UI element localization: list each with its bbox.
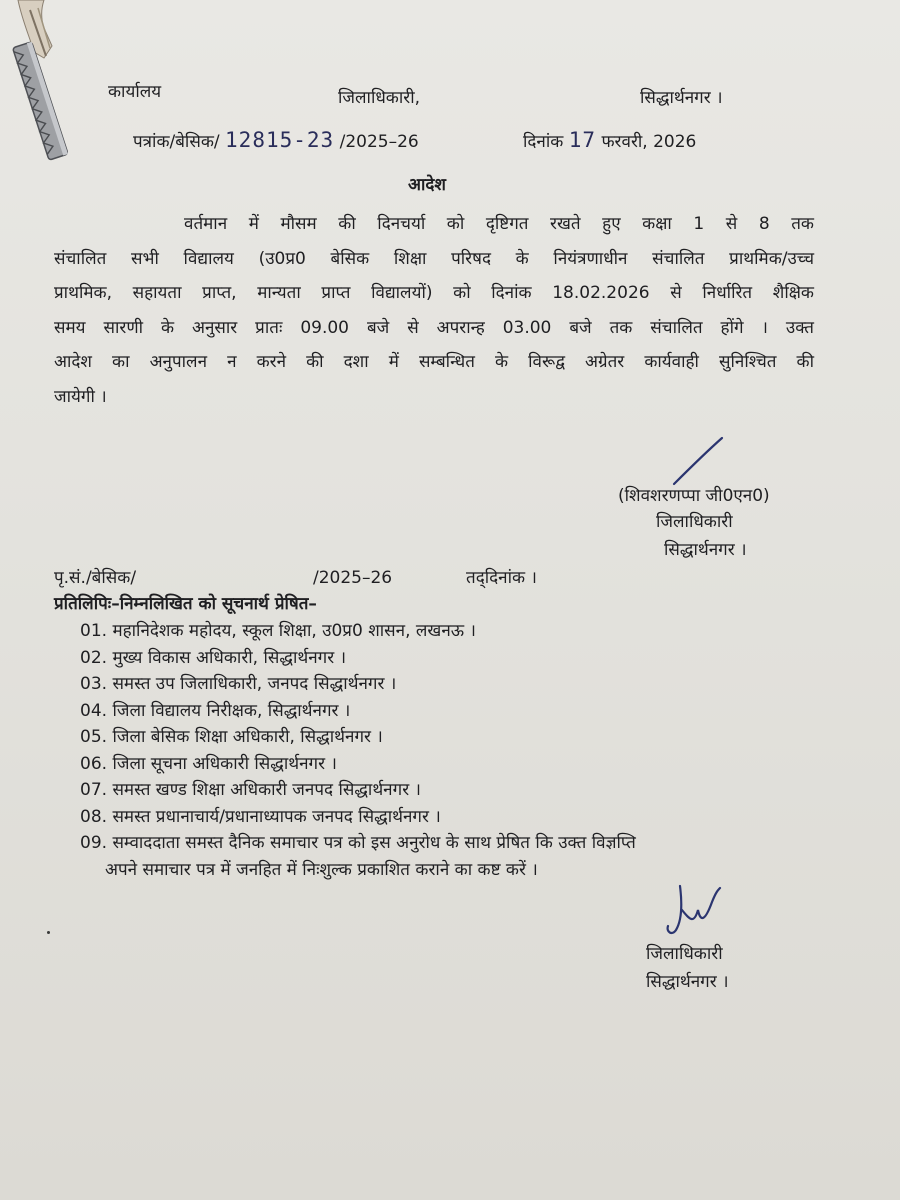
signature-stroke	[668, 432, 738, 492]
copy-ref-suffix: /2025–26	[313, 568, 393, 588]
authority-label: जिलाधिकारी,	[338, 88, 421, 108]
reference-line	[133, 128, 419, 154]
list-item: 05. जिला बेसिक शिक्षा अधिकारी, सिद्धार्थनगर ।	[80, 727, 383, 747]
binder-clip-icon	[0, 0, 110, 170]
list-item: 04. जिला विद्यालय निरीक्षक, सिद्धार्थनगर ।	[80, 700, 351, 721]
order-line: वर्तमान में मौसम की दिनचर्या को दृष्टिगत रखते हुए कक्षा 1 से 8 तक	[184, 214, 814, 234]
list-item: 09. सम्वाददाता समस्त दैनिक समाचार पत्र को इस अनुरोध के साथ प्रेषित कि उक्त विज्ञप्ति	[80, 833, 636, 853]
signatory-designation: जिलाधिकारी	[656, 512, 733, 532]
order-line: प्राथमिक, सहायता प्राप्त, मान्यता प्राप्त विद्यालयों) को दिनांक 18.02.2026 से निर्धारित शैक्षिक	[54, 283, 814, 303]
date-line	[523, 128, 696, 154]
list-item: 03. समस्त उप जिलाधिकारी, जनपद सिद्धार्थनगर ।	[80, 674, 397, 694]
list-item: 01. महानिदेशक महोदय, स्कूल शिक्षा, उ0प्र0 शासन, लखनऊ ।	[80, 621, 476, 641]
list-item: 08. समस्त प्रधानाचार्य/प्रधानाध्यापक जनपद सिद्धार्थनगर ।	[80, 806, 441, 827]
order-line: आदेश का अनुपालन न करने की दशा में सम्बन्धित के विरूद्व अग्रेतर कार्यवाही सुनिश्चित की	[54, 352, 814, 372]
signature-initials	[660, 880, 740, 940]
footer-designation: जिलाधिकारी	[646, 944, 723, 964]
list-item: 07. समस्त खण्ड शिक्षा अधिकारी जनपद सिद्धार्थनगर ।	[80, 780, 421, 800]
district-label: सिद्धार्थनगर ।	[640, 88, 723, 108]
copy-heading: प्रतिलिपिः–निम्नलिखित को सूचनार्थ प्रेषित–	[54, 594, 317, 614]
order-line: समय सारणी के अनुसार प्रातः 09.00 बजे से अपरान्ह 03.00 बजे तक संचालित होंगे । उक्त	[54, 317, 814, 338]
order-line: संचालित सभी विद्यालय (उ0प्र0 बेसिक शिक्षा परिषद के नियंत्रणाधीन संचालित प्राथमिक/उच्च	[54, 248, 814, 269]
date-rest: फरवरी, 2026	[601, 132, 697, 152]
recipient-list	[80, 618, 636, 883]
order-body	[54, 207, 814, 414]
date-day-handwritten: 17	[568, 128, 597, 152]
date-label: दिनांक	[523, 132, 564, 152]
ref-prefix: पत्रांक/बेसिक/	[133, 132, 220, 152]
paper-speck	[47, 931, 50, 934]
order-title: आदेश	[408, 175, 446, 195]
order-line: जायेगी ।	[54, 386, 107, 407]
list-item-continuation: अपने समाचार पत्र में जनहित में निःशुल्क प्रकाशित कराने का कष्ट करें ।	[105, 859, 538, 880]
copy-date: तद्‌दिनांक ।	[466, 568, 537, 588]
copy-ref-prefix: पृ.सं./बेसिक/	[54, 568, 137, 588]
list-item: 06. जिला सूचना अधिकारी सिद्धार्थनगर ।	[80, 753, 337, 774]
signatory-name: (शिवशरणप्पा जी0एन0)	[618, 486, 770, 506]
office-label: कार्यालय	[108, 82, 162, 102]
ref-number-handwritten: 12815-23	[225, 128, 335, 152]
list-item: 02. मुख्य विकास अधिकारी, सिद्धार्थनगर ।	[80, 647, 347, 668]
ref-suffix: /2025–26	[339, 132, 419, 152]
footer-place: सिद्धार्थनगर ।	[646, 972, 729, 992]
signatory-place: सिद्धार्थनगर ।	[664, 540, 747, 560]
